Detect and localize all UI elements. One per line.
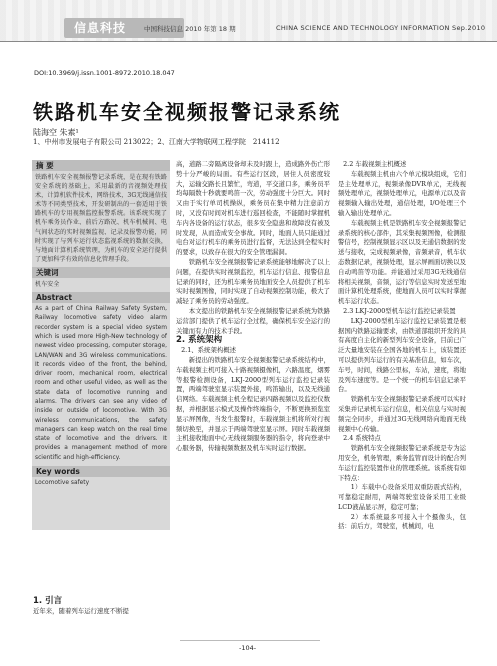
section-2-4-heading: 2.4 系统特点 xyxy=(343,434,381,443)
journal-name-en: CHINA SCIENCE AND TECHNOLOGY INFORMATION Sep.2010 xyxy=(276,24,486,32)
section-1-heading: 1. 引言 xyxy=(33,596,63,606)
abstract-en-heading: Abstract xyxy=(32,292,170,303)
abstract-en-text: As a part of China Railway Safety System, Railway locomotive safety video alarm recorder system is a special video system which is used more High-New technology of newest video processing, computer storage, LAN/WAN and 3G wireless communications. It records video of the front, the behind, driver room, mechanical room, electrical room and other useful video, as well as the state data of locomotive running and alarms. The drivers can see any video of inside or outside of locomotive. With 3G wireless communications, the safety managers can keep watch on the real time state of locomotive and the drivers. It provides a management method of more scientific and high-efficiency. xyxy=(35,306,167,461)
intro-paragraph-3: 本文提出的铁路机车安全视频报警记录系统为铁路运营部门提供了机车运行全过程，确保机车安全运行的关键而有力的技术手段。 xyxy=(176,306,330,335)
intro-paragraph-1: 高，道路二旁隔离设备却未及时跟上，造成路外伤亡形势十分严峻的局面。有些运行区段，居住人员密度较大，运输交路长且繁忙，弯道，平交道口多，乘务员平均每隔数十秒就要鸣笛一次，劳动强度十分巨大。同时又由于实行单司机操纵，乘务员在集中精力注意前方时，又没有时间对机车进行巡回检查，不能随时掌握机车内各设备的运行状态，很多安全隐患和故障没有被及时发现，从而造成安全事故。同时，地面人员只能通过电台对运行机车的乘务员进行监督，无法达到全程实时的要求，以致存在很大的安全管理漏洞。 xyxy=(176,160,330,257)
column-middle xyxy=(176,160,330,638)
doi: DOI:10.3969/j.issn.1001-8972.2010.18.047 xyxy=(34,69,175,77)
keywords-en-text: Locomotive safety xyxy=(35,480,90,487)
section-2-heading: 2. 系统架构 xyxy=(176,335,223,346)
section-2-3-heading: 2.3 LKJ-2000型机车运行监控记录装置 xyxy=(343,306,456,315)
section-2-2-text-1: 车载视频主机由六个单元模块组成，它们是主处理单元，视频录像DVR单元，无线视频处理单元，视频处理单元，电源单元以及音视频输入输出处理，通信处理，I/O处理三个输入输出处理单元。 xyxy=(338,169,466,217)
section-2-3-text-1: LKJ-2000型机车运行监控记录装置是根据国内铁路运输要求，由铁道部组织开发的具有高度自主化的新型列车安全设备，目前已广泛大量地安装在全国各地的机车上，该装置还可以提供列车运行的有关基准信息，如车次，车号，时间，线路公里标，车站，速度，将地及列车速度等。是一个统一的机车信息记录平台。 xyxy=(338,316,466,394)
authors: 陆海空 朱素¹ xyxy=(33,128,79,137)
column-right xyxy=(338,160,466,638)
section-1-text: 近年来，随着列车运行速度不断提 xyxy=(33,607,129,615)
keywords-heading: 关键词 xyxy=(32,267,170,278)
page-number: -104- xyxy=(239,644,257,652)
abstract-text: 铁路机车安全视频报警记录系统，是在现有铁路安全系统的基础上，采用最新的音视频处理技术，计算机软件技术，网络技术，3G无线通信技术等不同类型技术，开发研制出的一套适用于铁路机车的专用视频监控报警系统。该系统实现了机车乘务员作业、前后方路况、机车机械间、电气间状态的实时视频监视、记录及报警功能，同时实现了与列车运行状态监视系统的数据交换，与地面计算机系统管理，为机车的安全运行提供了更加科学有效的信息化管理手段。 xyxy=(35,174,167,263)
header-rule xyxy=(0,41,497,42)
section-2-4-text-3: 2）本系统最多可接入十个摄像头，包括：前后方，驾驶室，机械间，电 xyxy=(338,512,466,531)
section-2-4-text-1: 铁路机车安全视频报警记录系统是专为运用安全，机务管理，乘务监管而设计的配合列车运行监控装置作业的管理系统。该系统有如下特点： xyxy=(338,444,466,482)
section-2-2-text-2: 车载视频主机是铁路机车安全视频报警记录系统的核心部件，其采集视频图像，检测报警信号，控制视频显示区以及无通信数据的发送与接收，完成视频录像，音频录音，机车状态数据记录，视频处理，显示屏画面切换以及自动鸣笛等功能。并能通过采用3G无线通信将相关视频，音频，运行等信息实时发送至地面计算机处理系统，使地面人员可以实时掌握机车运行状态。 xyxy=(338,218,466,306)
abstract-box xyxy=(32,160,170,530)
journal-name: 中国科技信息 2010 年第 18 期 xyxy=(144,25,236,33)
affiliation: 1、中州市发展电子有限公司 213022；2、江南大学物联网工程学院 214112 xyxy=(33,138,280,146)
section-logo: 信息科技 xyxy=(74,21,127,35)
intro-paragraph-2: 铁路机车安全视频报警记录系统能够地解决了以上问题，在提供实时视频监控，机车运行信息、报警信息记录的同时，还为机车乘务员地面安全人员提供了机车实时视频图像，同时实现了自动视频控制功能，极大了减轻了乘务员的劳动强度。 xyxy=(176,257,330,306)
footer-rule xyxy=(180,640,320,641)
abstract-heading: 摘 要 xyxy=(32,160,170,171)
section-2-3-text-2: 铁路机车安全视频报警记录系统可以实时采集并记录机车运行信息，相关信息与实时视频完全同步，并通过3G无线网络向地面无线视频中心传输。 xyxy=(338,395,466,433)
article-title: 铁路机车安全视频报警记录系统 xyxy=(33,100,341,124)
journal-header xyxy=(0,0,497,42)
section-2-2-heading: 2.2 车载视频主机概述 xyxy=(343,160,407,168)
section-2-1-heading: 2.1、系统架构概述 xyxy=(181,346,237,355)
keywords-en-heading: Key words xyxy=(32,466,170,477)
section-2-4-text-2: 1）车载中心设备采用双重防震式结构，可靠稳定耐用，两端驾驶室设备采用工业级LCD液晶显示屏，稳定可靠； xyxy=(338,483,466,511)
section-2-1-text: 新提出的铁路机车安全视频报警记录系统结构中，车载视频主机可接入十路视频摄像机，六路温度，烟雾等报警检测设备，LKJ-2000型列车运行监控记录装置，两端驾驶室显示装置外接，鸣笛输出，以及无线通信网络。车载视频主机全程记录四路视频以及监控仪数据，并根据显示模式及操作终端指令，不断更换预览室显示屏图像，当发生报警时，车载视频主机将所对行视频切换至，并显示于两端驾驶室显示屏。同时车载视频主机接收地面中心无线视频服务器的指令，将向登录中心服务器，传输视频数据及机车实时运行数据。 xyxy=(176,355,330,453)
keywords-text: 机车安全 xyxy=(35,280,60,288)
